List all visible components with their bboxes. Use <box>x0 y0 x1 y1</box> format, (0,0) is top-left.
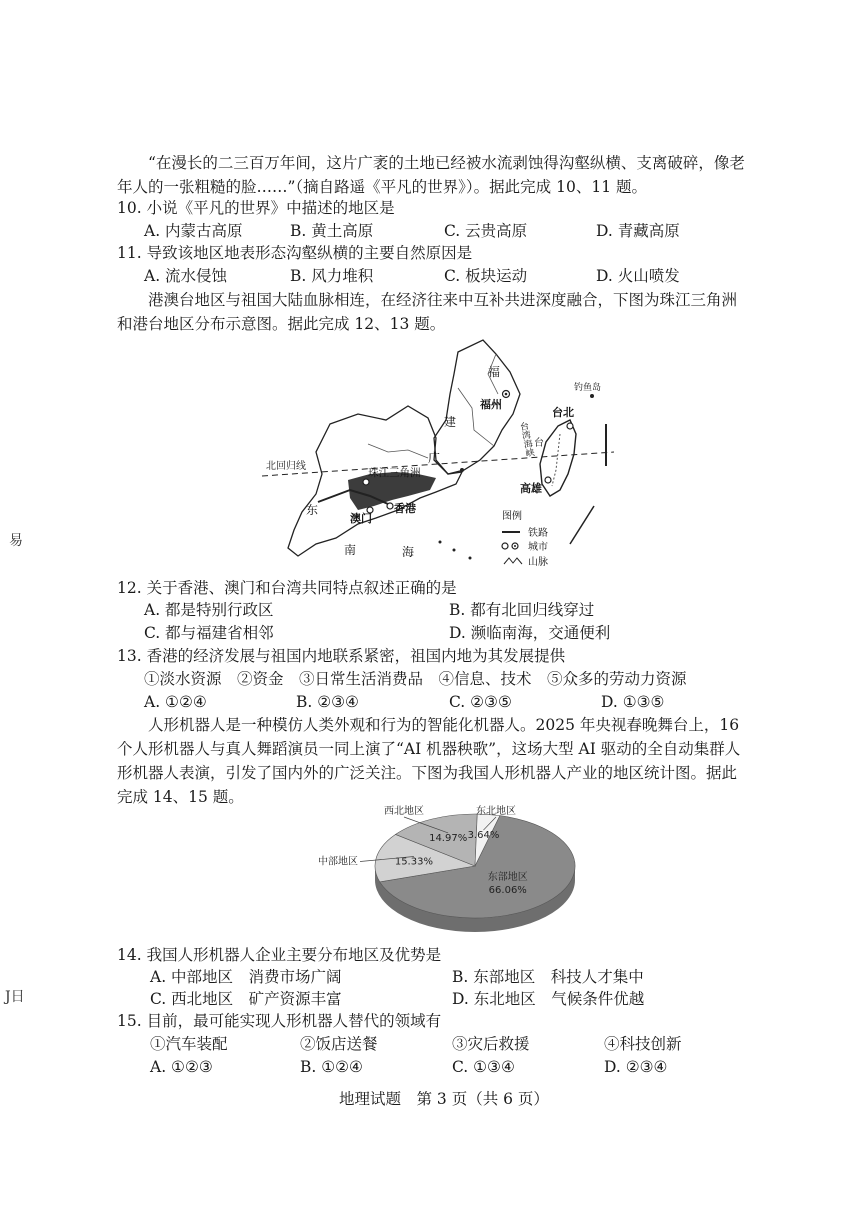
q14-option-c: C. 西北地区 矿产资源丰富 <box>150 990 342 1008</box>
pie-label-name-3: 东北地区 <box>476 806 516 817</box>
label-fu: 福 <box>488 365 501 379</box>
city-marker <box>545 477 551 483</box>
island-dot <box>453 549 456 552</box>
q13-stem: 13. 香港的经济发展与祖国内地联系紧密，祖国内地为其发展提供 <box>117 647 566 665</box>
internal-boundary <box>458 388 494 446</box>
robot-region-pie-chart <box>300 800 595 940</box>
legend-mountain: 山脉 <box>528 557 548 568</box>
passage-robot-line3: 形机器人表演，引发了国内外的广泛关注。下图为我国人形机器人产业的地区统计图。据此 <box>117 764 738 782</box>
q10-stem: 10. 小说《平凡的世界》中描述的地区是 <box>117 199 395 217</box>
pie-label-name-2: 西北地区 <box>384 806 424 817</box>
passage-loess-line2: 年人的一张粗糙的脸……”（摘自路遥《平凡的世界》）。据此完成 10、11 题。 <box>117 178 647 196</box>
q15-option-c: C. ①③④ <box>452 1058 515 1076</box>
q12-option-c: C. 都与福建省相邻 <box>144 624 274 642</box>
q11-stem: 11. 导致该地区地表形态沟壑纵横的主要自然原因是 <box>117 244 473 262</box>
map-legend <box>502 509 548 568</box>
label-hk: 香港 <box>394 502 416 515</box>
label-taipei: 台北 <box>552 406 574 419</box>
legend-city-symbol <box>502 543 508 549</box>
q15-option-b: B. ①②④ <box>300 1058 363 1076</box>
q15-option-a: A. ①②③ <box>150 1058 213 1076</box>
passage-gat-line2: 和港台地区分布示意图。据此完成 12、13 题。 <box>117 315 446 333</box>
q10-option-d: D. 青藏高原 <box>596 222 680 240</box>
taiwan-island <box>540 420 576 496</box>
q12-option-a: A. 都是特别行政区 <box>144 601 274 619</box>
q15-item-4: ④科技创新 <box>604 1035 682 1053</box>
legend-city: 城市 <box>528 542 548 553</box>
q12-option-b: B. 都有北回归线穿过 <box>449 601 595 619</box>
label-strait: 台湾海峡 <box>517 420 535 459</box>
label-tai: 台 <box>534 438 544 449</box>
internal-boundary <box>368 444 428 458</box>
city-marker <box>363 479 369 485</box>
city-marker <box>505 393 508 396</box>
passage-robot-line1: 人形机器人是一种模仿人类外观和行为的智能化机器人。2025 年央视春晚舞台上，16 <box>148 716 740 734</box>
diaoyu-island <box>590 394 594 398</box>
passage-gat-line1: 港澳台地区与祖国大陆血脉相连，在经济往来中互补共进深度融合，下图为珠江三角洲 <box>148 291 738 309</box>
label-kaohsiung: 高雄 <box>520 482 542 495</box>
q11-option-a: A. 流水侵蚀 <box>144 267 228 285</box>
page-footer: 地理试题 第 3 页（共 6 页） <box>339 1090 549 1108</box>
q10-option-a: A. 内蒙古高原 <box>144 222 243 240</box>
q11-option-d: D. 火山喷发 <box>596 267 680 285</box>
margin-note-bottom: J日 <box>5 989 25 1005</box>
q15-item-1: ①汽车装配 <box>150 1035 228 1053</box>
pie-label-value-1: 15.33% <box>394 856 433 868</box>
island-dot <box>460 468 464 472</box>
q13-items: ①淡水资源 ②资金 ③日常生活消费品 ④信息、技术 ⑤众多的劳动力资源 <box>144 670 687 688</box>
pie-label-value-3: 3.64% <box>467 830 500 842</box>
border-tick <box>570 506 594 544</box>
q15-stem: 15. 目前，最可能实现人形机器人替代的领域有 <box>117 1012 442 1030</box>
prd-hk-taiwan-map <box>258 334 622 568</box>
q13-option-c: C. ②③⑤ <box>449 693 512 711</box>
q13-option-a: A. ①②④ <box>144 693 207 711</box>
island-dot <box>439 541 442 544</box>
pie-label-value-2: 14.97% <box>429 832 468 844</box>
q14-option-d: D. 东北地区 气候条件优越 <box>452 990 645 1008</box>
label-tropic: 北回归线 <box>266 461 306 472</box>
q15-item-2: ②饭店送餐 <box>300 1035 378 1053</box>
q15-item-3: ③灾后救援 <box>452 1035 530 1053</box>
q10-option-b: B. 黄土高原 <box>290 222 374 240</box>
city-marker <box>567 423 573 429</box>
q13-option-b: B. ②③④ <box>296 693 359 711</box>
q10-option-c: C. 云贵高原 <box>444 222 528 240</box>
label-jian: 建 <box>444 415 457 429</box>
label-fuzhou: 福州 <box>480 398 502 411</box>
passage-robot-line4: 完成 14、15 题。 <box>117 788 244 806</box>
label-dong: 东 <box>306 503 319 517</box>
legend-city-symbol <box>514 545 516 547</box>
fujian-outline <box>434 340 520 474</box>
q14-option-b: B. 东部地区 科技人才集中 <box>452 968 644 986</box>
label-macau: 澳门 <box>350 512 372 525</box>
legend-railway: 铁路 <box>528 528 548 539</box>
pie-label-value-0: 66.06% <box>488 885 527 897</box>
q15-option-d: D. ②③④ <box>604 1058 668 1076</box>
margin-note-top: 易 <box>9 533 23 549</box>
q14-stem: 14. 我国人形机器人企业主要分布地区及优势是 <box>117 946 442 964</box>
q14-option-a: A. 中部地区 消费市场广阔 <box>150 968 342 986</box>
q11-option-b: B. 风力堆积 <box>290 267 374 285</box>
label-prd: 珠江三角洲 <box>368 467 421 479</box>
q12-option-d: D. 濒临南海，交通便利 <box>449 624 611 642</box>
label-guang: 广 <box>428 451 441 465</box>
q11-option-c: C. 板块运动 <box>444 267 528 285</box>
passage-robot-line2: 个人形机器人与真人舞蹈演员一同上演了“AI 机器秧歌”，这场大型 AI 驱动的全自动集群人 <box>117 740 741 758</box>
pie-label-name-1: 中部地区 <box>318 856 358 868</box>
q12-stem: 12. 关于香港、澳门和台湾共同特点叙述正确的是 <box>117 579 457 597</box>
label-nan: 南 <box>344 543 357 557</box>
label-diaoyu: 钓鱼岛 <box>574 383 602 393</box>
island-dot <box>469 557 472 560</box>
city-marker <box>387 503 393 509</box>
label-hai: 海 <box>402 545 415 559</box>
legend-title: 图例 <box>502 511 522 522</box>
passage-loess-line1: “在漫长的二三百万年间，这片广袤的土地已经被水流剥蚀得沟壑纵横、支离破碎，像老 <box>148 154 745 172</box>
q13-option-d: D. ①③⑤ <box>601 693 665 711</box>
mountain-icon <box>504 558 522 564</box>
pie-label-name-0: 东部地区 <box>487 872 528 884</box>
